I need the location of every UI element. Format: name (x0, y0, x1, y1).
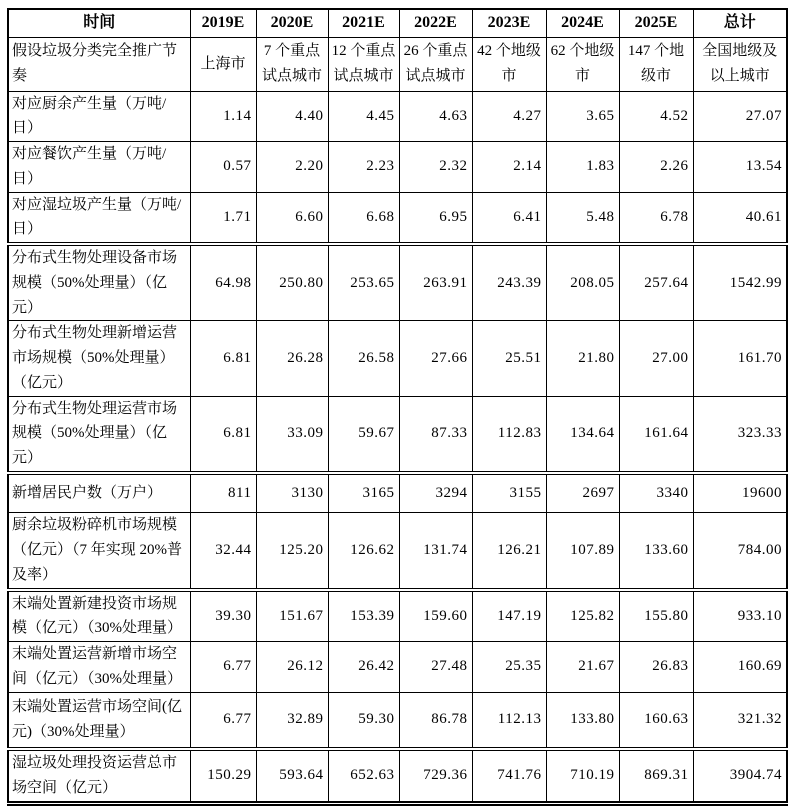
cell-value: 25.35 (472, 642, 546, 693)
rollout-cell: 42 个地级市 (472, 37, 546, 91)
rollout-cell: 7 个重点试点城市 (256, 37, 328, 91)
cell-value: 159.60 (399, 590, 472, 642)
cell-value: 6.81 (190, 396, 256, 473)
table-row (8, 321, 787, 396)
cell-value: 2.32 (399, 142, 472, 193)
cell-value: 153.39 (328, 590, 399, 642)
cell-value: 869.31 (619, 749, 693, 803)
cell-value: 155.80 (619, 590, 693, 642)
cell-value: 1542.99 (693, 244, 787, 321)
cell-value: 3294 (399, 473, 472, 513)
cell-value: 321.32 (693, 692, 787, 749)
cell-value: 151.67 (256, 590, 328, 642)
table-row (8, 513, 787, 590)
row-label: 新增居民户数（万户） (8, 473, 190, 513)
row-label: 对应餐饮产生量（万吨/日） (8, 142, 190, 193)
cell-value: 87.33 (399, 396, 472, 473)
cell-value: 3155 (472, 473, 546, 513)
cell-value: 933.10 (693, 590, 787, 642)
cell-value: 21.67 (546, 642, 619, 693)
row-label: 末端处置运营市场空间(亿元)（30%处理量） (8, 692, 190, 749)
cell-value: 323.33 (693, 396, 787, 473)
cell-value: 86.78 (399, 692, 472, 749)
cell-value: 27.66 (399, 321, 472, 396)
header-year-2021: 2021E (328, 9, 399, 37)
header-total-label: 总计 (693, 9, 787, 37)
cell-value: 4.45 (328, 91, 399, 142)
cell-value: 811 (190, 473, 256, 513)
cell-value: 26.58 (328, 321, 399, 396)
cell-value: 125.20 (256, 513, 328, 590)
table-body (8, 9, 787, 803)
cell-value: 2.14 (472, 142, 546, 193)
cell-value: 2.23 (328, 142, 399, 193)
cell-value: 33.09 (256, 396, 328, 473)
cell-value: 27.07 (693, 91, 787, 142)
cell-value: 32.44 (190, 513, 256, 590)
row-label: 分布式生物处理运营市场规模（50%处理量）（亿元） (8, 396, 190, 473)
table-row (8, 473, 787, 513)
cell-value: 6.41 (472, 192, 546, 244)
cell-value: 150.29 (190, 749, 256, 803)
cell-value: 27.00 (619, 321, 693, 396)
row-label: 湿垃圾处理投资运营总市场空间（亿元） (8, 749, 190, 803)
cell-value: 21.80 (546, 321, 619, 396)
cell-value: 125.82 (546, 590, 619, 642)
cell-value: 4.27 (472, 91, 546, 142)
cell-value: 59.30 (328, 692, 399, 749)
cell-value: 6.60 (256, 192, 328, 244)
cell-value: 13.54 (693, 142, 787, 193)
cell-value: 26.12 (256, 642, 328, 693)
cell-value: 729.36 (399, 749, 472, 803)
header-year-2023: 2023E (472, 9, 546, 37)
cell-value: 208.05 (546, 244, 619, 321)
cell-value: 710.19 (546, 749, 619, 803)
cell-value: 593.64 (256, 749, 328, 803)
cell-value: 59.67 (328, 396, 399, 473)
cell-value: 26.83 (619, 642, 693, 693)
rollout-cell: 62 个地级市 (546, 37, 619, 91)
cell-value: 112.13 (472, 692, 546, 749)
cell-value: 133.60 (619, 513, 693, 590)
cell-value: 147.19 (472, 590, 546, 642)
table-row (8, 192, 787, 244)
cell-value: 2.26 (619, 142, 693, 193)
waste-classification-forecast-table (7, 8, 788, 806)
cell-value: 134.64 (546, 396, 619, 473)
cell-value: 40.61 (693, 192, 787, 244)
cell-value: 26.28 (256, 321, 328, 396)
cell-value: 1.83 (546, 142, 619, 193)
cell-value: 131.74 (399, 513, 472, 590)
header-row (8, 9, 787, 37)
cell-value: 126.21 (472, 513, 546, 590)
cell-value: 39.30 (190, 590, 256, 642)
cell-value: 784.00 (693, 513, 787, 590)
cell-value: 243.39 (472, 244, 546, 321)
cell-value: 741.76 (472, 749, 546, 803)
header-time-label: 时间 (8, 9, 190, 37)
cell-value: 112.83 (472, 396, 546, 473)
cell-value: 3340 (619, 473, 693, 513)
table-row (8, 244, 787, 321)
rollout-cell: 全国地级及以上城市 (693, 37, 787, 91)
rollout-cell: 12 个重点试点城市 (328, 37, 399, 91)
cell-value: 3904.74 (693, 749, 787, 803)
cell-value: 32.89 (256, 692, 328, 749)
cell-value: 133.80 (546, 692, 619, 749)
table-row (8, 142, 787, 193)
cell-value: 6.78 (619, 192, 693, 244)
cell-value: 3165 (328, 473, 399, 513)
cell-value: 3.65 (546, 91, 619, 142)
cell-value: 4.52 (619, 91, 693, 142)
row-label: 对应厨余产生量（万吨/日） (8, 91, 190, 142)
rollout-cell: 26 个重点试点城市 (399, 37, 472, 91)
cell-value: 107.89 (546, 513, 619, 590)
header-year-2025: 2025E (619, 9, 693, 37)
cell-value: 263.91 (399, 244, 472, 321)
cell-value: 6.95 (399, 192, 472, 244)
cell-value: 6.77 (190, 642, 256, 693)
cell-value: 2.20 (256, 142, 328, 193)
row-label: 末端处置运营新增市场空间（亿元）（30%处理量） (8, 642, 190, 693)
cell-value: 0.57 (190, 142, 256, 193)
rollout-row-label: 假设垃圾分类完全推广节奏 (8, 37, 190, 91)
rollout-assumption-row (8, 37, 787, 91)
cell-value: 257.64 (619, 244, 693, 321)
cell-value: 6.68 (328, 192, 399, 244)
cell-value: 6.77 (190, 692, 256, 749)
table-row (8, 642, 787, 693)
row-label: 对应湿垃圾产生量（万吨/日） (8, 192, 190, 244)
forecast-table-container (7, 8, 788, 806)
cell-value: 161.70 (693, 321, 787, 396)
cell-value: 64.98 (190, 244, 256, 321)
header-year-2022: 2022E (399, 9, 472, 37)
cell-value: 126.62 (328, 513, 399, 590)
cell-value: 160.63 (619, 692, 693, 749)
header-year-2024: 2024E (546, 9, 619, 37)
cell-value: 161.64 (619, 396, 693, 473)
table-row (8, 91, 787, 142)
cell-value: 5.48 (546, 192, 619, 244)
cell-value: 1.14 (190, 91, 256, 142)
cell-value: 1.71 (190, 192, 256, 244)
table-row (8, 692, 787, 749)
cell-value: 25.51 (472, 321, 546, 396)
cell-value: 253.65 (328, 244, 399, 321)
cell-value: 27.48 (399, 642, 472, 693)
table-row (8, 749, 787, 803)
row-label: 厨余垃圾粉碎机市场规模（亿元）（7 年实现 20%普及率） (8, 513, 190, 590)
header-year-2020: 2020E (256, 9, 328, 37)
cell-value: 26.42 (328, 642, 399, 693)
row-label: 分布式生物处理设备市场规模（50%处理量）（亿元） (8, 244, 190, 321)
cell-value: 6.81 (190, 321, 256, 396)
cell-value: 4.63 (399, 91, 472, 142)
table-row (8, 396, 787, 473)
cell-value: 19600 (693, 473, 787, 513)
cell-value: 3130 (256, 473, 328, 513)
row-label: 末端处置新建投资市场规模（亿元）（30%处理量） (8, 590, 190, 642)
cell-value: 4.40 (256, 91, 328, 142)
rollout-cell: 上海市 (190, 37, 256, 91)
cell-value: 2697 (546, 473, 619, 513)
header-year-2019: 2019E (190, 9, 256, 37)
row-label: 分布式生物处理新增运营市场规模（50%处理量）（亿元） (8, 321, 190, 396)
rollout-cell: 147 个地级市 (619, 37, 693, 91)
cell-value: 160.69 (693, 642, 787, 693)
cell-value: 250.80 (256, 244, 328, 321)
cell-value: 652.63 (328, 749, 399, 803)
table-row (8, 590, 787, 642)
